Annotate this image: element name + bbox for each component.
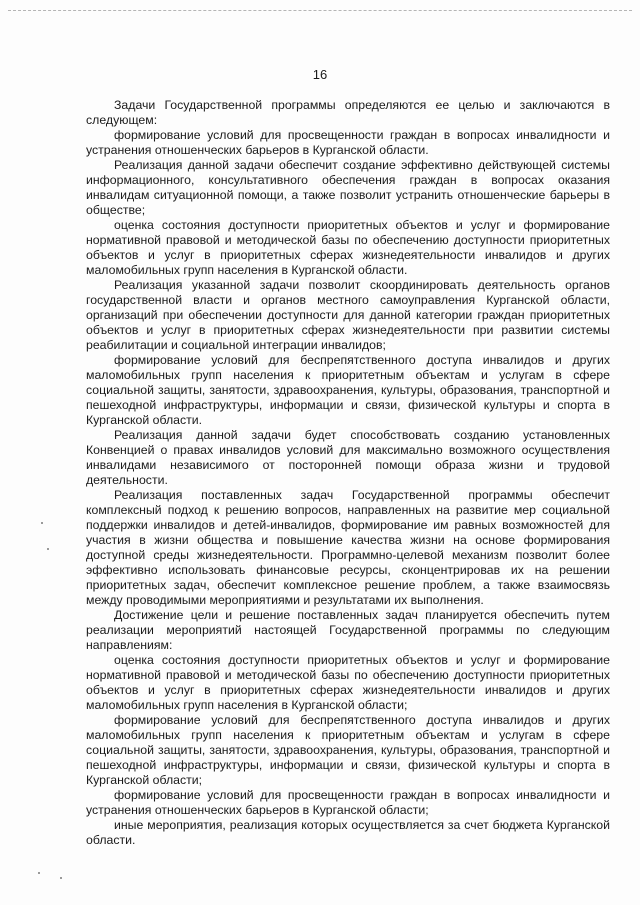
- paragraph: Реализация данной задачи обеспечит создание эффективно действующей системы информационного, консультативного обеспечения граждан в вопросах оказания инвалидам ситуационной помощи, а также позволит устранить отношенческие барьеры в обществе;: [86, 158, 610, 217]
- paragraph: формирование условий для просвещенности граждан в вопросах инвалидности и устранения отношенческих барьеров в Курганской области;: [86, 788, 610, 817]
- paragraph: Реализация данной задачи будет способствовать созданию установленных Конвенцией о правах инвалидов условий для максимально возможного осуществления инвалидами независимого от посторонней помощи образа жизни и трудовой деятельности.: [86, 428, 610, 487]
- scan-top-rule: [8, 10, 632, 11]
- paragraph: формирование условий для просвещенности граждан в вопросах инвалидности и устранения отношенческих барьеров в Курганской области.: [86, 128, 610, 157]
- scan-speck: [38, 872, 40, 874]
- scan-speck: [60, 877, 62, 879]
- paragraph: Достижение цели и решение поставленных задач планируется обеспечить путем реализации мероприятий настоящей Государственной программы по следующим направлениям:: [86, 608, 610, 652]
- paragraph: оценка состояния доступности приоритетных объектов и услуг и формирование нормативной правовой и методической базы по обеспечению доступности приоритетных объектов и услуг в приоритетных сферах жизнедеятельности инвалидов и других маломобильных групп населения в Курганской области.: [86, 218, 610, 277]
- document-body: [86, 98, 610, 848]
- paragraph: Реализация указанной задачи позволит скоординировать деятельность органов государственной власти и органов местного самоуправления Курганской области, организаций при обеспечении доступности для данной категории граждан приоритетных объектов и услуг в приоритетных сферах жизнедеятельности при развитии системы реабилитации и социальной интеграции инвалидов;: [86, 278, 610, 352]
- page-number: 16: [312, 67, 328, 82]
- paragraph: формирование условий для беспрепятственного доступа инвалидов и других маломобильных групп населения к приоритетным объектам и услугам в сфере социальной защиты, занятости, здравоохранения, культуры, образования, транспортной и пешеходной инфраструктуры, информации и связи, физической культуры и спорта в Курганской области;: [86, 713, 610, 787]
- paragraph: оценка состояния доступности приоритетных объектов и услуг и формирование нормативной правовой и методической базы по обеспечению доступности приоритетных объектов и услуг в приоритетных сферах жизнедеятельности инвалидов и других маломобильных групп населения в Курганской области;: [86, 653, 610, 712]
- paragraph: Реализация поставленных задач Государственной программы обеспечит комплексный подход к решению вопросов, направленных на развитие мер социальной поддержки инвалидов и детей-инвалидов, формирование им равных возможностей для участия в жизни общества и повышение качества жизни на основе формирования доступной среды жизнедеятельности. Программно-целевой механизм позволит более эффективно использовать финансовые ресурсы, сконцентрировав их на решении приоритетных задач, обеспечит комплексное решение проблем, а также взаимосвязь между проводимыми мероприятиями и результатами их выполнения.: [86, 488, 610, 607]
- paragraph: Задачи Государственной программы определяются ее целью и заключаются в следующем:: [86, 98, 610, 127]
- paragraph: иные мероприятия, реализация которых осуществляется за счет бюджета Курганской области.: [86, 818, 610, 847]
- scan-speck: [47, 548, 49, 550]
- paragraph: формирование условий для беспрепятственного доступа инвалидов и других маломобильных групп населения к приоритетным объектам и услугам в сфере социальной защиты, занятости, здравоохранения, культуры, образования, транспортной и пешеходной инфраструктуры, информации и связи, физической культуры и спорта в Курганской области.: [86, 353, 610, 427]
- scan-speck: [41, 522, 43, 524]
